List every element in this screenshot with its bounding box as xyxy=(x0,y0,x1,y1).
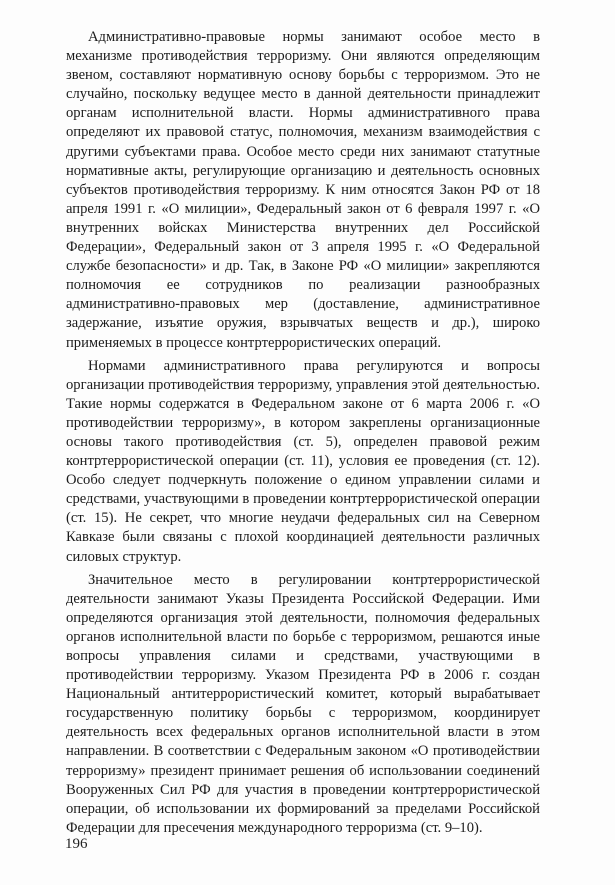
body-text xyxy=(66,28,540,838)
paragraph: Значительное место в регулировании контртеррористической деятельности занимают Указы Президента Российской Федерации. Ими определяются организация этой деятельности, полномочия федеральных органов исполнительной власти по борьбе с терроризмом, решаются иные вопросы управления силами и средствами, участвующими в противодействии терроризму. Указом Президента РФ в 2006 г. создан Национальный антитеррористический комитет, который вырабатывает государственную политику борьбы с терроризмом, координирует деятельность всех федеральных органов исполнительной власти в этом направлении. В соответствии с Федеральным законом «О противодействии терроризму» президент принимает решения об использовании соединений Вооруженных Сил РФ для участия в проведении контртеррористической операции, об использовании их формирований за пределами Российской Федерации для пресечения международного терроризма (ст. 9–10). xyxy=(66,571,540,836)
paragraph: Нормами административного права регулируются и вопросы организации противодействия терроризму, управления этой деятельностью. Такие нормы содержатся в Федеральном законе от 6 марта 2006 г. «О противодействии терроризму», в котором закреплены организационные основы такого противодействия (ст. 5), определен правовой режим контртеррористической операции (ст. 11), условия ее проведения (ст. 12). Особо следует подчеркнуть положение о едином управлении силами и средствами, участвующими в проведении контртеррористической операции (ст. 15). Не секрет, что многие неудачи федеральных сил на Северном Кавказе были связаны с плохой координацией деятельности различных силовых структур. xyxy=(66,357,540,565)
paragraph: Административно-правовые нормы занимают особое место в механизме противодействия терроризму. Они являются определяющим звеном, составляют нормативную основу борьбы с терроризмом. Это не случайно, поскольку ведущее место в данной деятельности принадлежит органам исполнительной власти. Нормы административного права определяют их правовой статус, полномочия, механизм взаимодействия с другими субъектами права. Особое место среди них занимают статутные нормативные акты, регулирующие организацию и деятельность основных субъектов противодействия терроризму. К ним относятся Закон РФ от 18 апреля 1991 г. «О милиции», Федеральный закон от 6 февраля 1997 г. «О внутренних войсках Министерства внутренних дел Российской Федерации», Федеральный закон от 3 апреля 1995 г. «О Федеральной службе безопасности» и др. Так, в Законе РФ «О милиции» закрепляются полномочия ее сотрудников по реализации разнообразных административно-правовых мер (доставление, административное задержание, изъятие оружия, взрывчатых веществ и др.), широко применяемых в процессе контртеррористических операций. xyxy=(66,29,540,351)
page-number: 196 xyxy=(65,836,88,852)
